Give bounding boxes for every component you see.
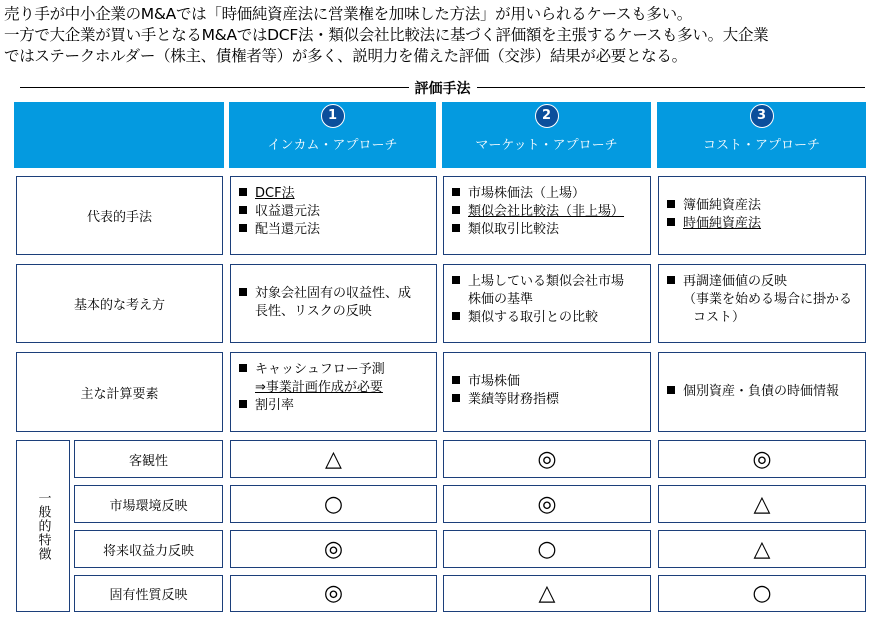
list-item: 業績等財務指標 — [452, 391, 650, 409]
header-cost-title: コスト・アプローチ — [702, 138, 820, 153]
feature-label-future-earnings: 将来収益力反映 — [74, 530, 223, 568]
calc-market — [443, 352, 651, 432]
rating-objectivity-income: △ — [230, 440, 437, 478]
concept-market — [443, 264, 651, 343]
list-item: コスト） — [693, 310, 746, 325]
list-item: 再調達価値の反映 — [667, 273, 865, 291]
feature-label-market-env: 市場環境反映 — [74, 485, 223, 523]
rating-future-earnings-market: ○ — [443, 530, 651, 568]
list-item: 市場株価 — [452, 373, 650, 391]
list-item: 長性、リスクの反映 — [255, 304, 372, 319]
methods-income — [230, 176, 437, 255]
header-market-title: マーケット・アプローチ — [475, 138, 618, 153]
rating-specific-income: ◎ — [230, 575, 437, 612]
general-features-label: 一般的特徴 — [16, 440, 70, 612]
row-label-methods: 代表的手法 — [16, 176, 223, 255]
calc-income — [230, 352, 437, 432]
header-income — [229, 102, 436, 168]
rating-objectivity-cost: ◎ — [658, 440, 866, 478]
rating-market-env-cost: △ — [658, 485, 866, 523]
list-item: 市場株価法（上場） — [452, 185, 650, 203]
list-item: 時価純資産法 — [667, 215, 865, 233]
row-label-concept: 基本的な考え方 — [16, 264, 223, 343]
section-title-label: 評価手法 — [409, 81, 477, 97]
section-title — [20, 78, 865, 96]
rating-future-earnings-cost: △ — [658, 530, 866, 568]
header-market — [442, 102, 651, 168]
list-item: ⇒事業計画作成が必要 — [255, 380, 383, 395]
list-item: DCF法 — [239, 185, 436, 203]
header-blank — [14, 102, 224, 168]
list-item: 収益還元法 — [239, 203, 436, 221]
methods-market — [443, 176, 651, 255]
list-item: 株価の基準 — [468, 292, 534, 307]
feature-label-specific: 固有性質反映 — [74, 575, 223, 612]
intro-line-2: 一方で大企業が買い手となるM&AではDCF法・類似会社比較法に基づく評価額を主張するケースも多い。大企業 — [4, 26, 769, 44]
rating-objectivity-market: ◎ — [443, 440, 651, 478]
badge-3: 3 — [750, 104, 774, 128]
row-label-calc: 主な計算要素 — [16, 352, 223, 432]
list-item: 類似取引比較法 — [452, 221, 650, 239]
intro-line-3: ではステークホルダー（株主、債権者等）が多く、説明力を備えた評価（交渉）結果が必要となる。 — [4, 47, 687, 65]
header-cost — [657, 102, 866, 168]
concept-income — [230, 264, 437, 343]
intro-line-1: 売り手が中小企業のM&Aでは「時価純資産法に営業権を加味した方法」が用いられるケースも多い。 — [4, 5, 692, 23]
list-item: 類似会社比較法（非上場） — [452, 203, 650, 221]
rating-market-env-income: ○ — [230, 485, 437, 523]
rating-specific-market: △ — [443, 575, 651, 612]
list-item: 配当還元法 — [239, 221, 436, 239]
rating-specific-cost: ○ — [658, 575, 866, 612]
intro-text — [4, 4, 876, 67]
list-item: 個別資産・負債の時価情報 — [667, 383, 865, 401]
list-item: 簿価純資産法 — [667, 197, 865, 215]
list-item: 上場している類似会社市場 — [452, 273, 650, 291]
list-item: キャッシュフロー予測 — [239, 361, 436, 379]
rating-market-env-market: ◎ — [443, 485, 651, 523]
methods-cost — [658, 176, 866, 255]
header-income-title: インカム・アプローチ — [267, 138, 398, 153]
calc-cost — [658, 352, 866, 432]
concept-cost — [658, 264, 866, 343]
badge-2: 2 — [535, 104, 559, 128]
rating-future-earnings-income: ◎ — [230, 530, 437, 568]
list-item: 類似する取引との比較 — [452, 309, 650, 327]
list-item: （事業を始める場合に掛かる — [683, 292, 853, 307]
feature-label-objectivity: 客観性 — [74, 440, 223, 478]
list-item: 対象会社固有の収益性、成 — [239, 285, 436, 303]
badge-1: 1 — [321, 104, 345, 128]
list-item: 割引率 — [239, 397, 436, 415]
